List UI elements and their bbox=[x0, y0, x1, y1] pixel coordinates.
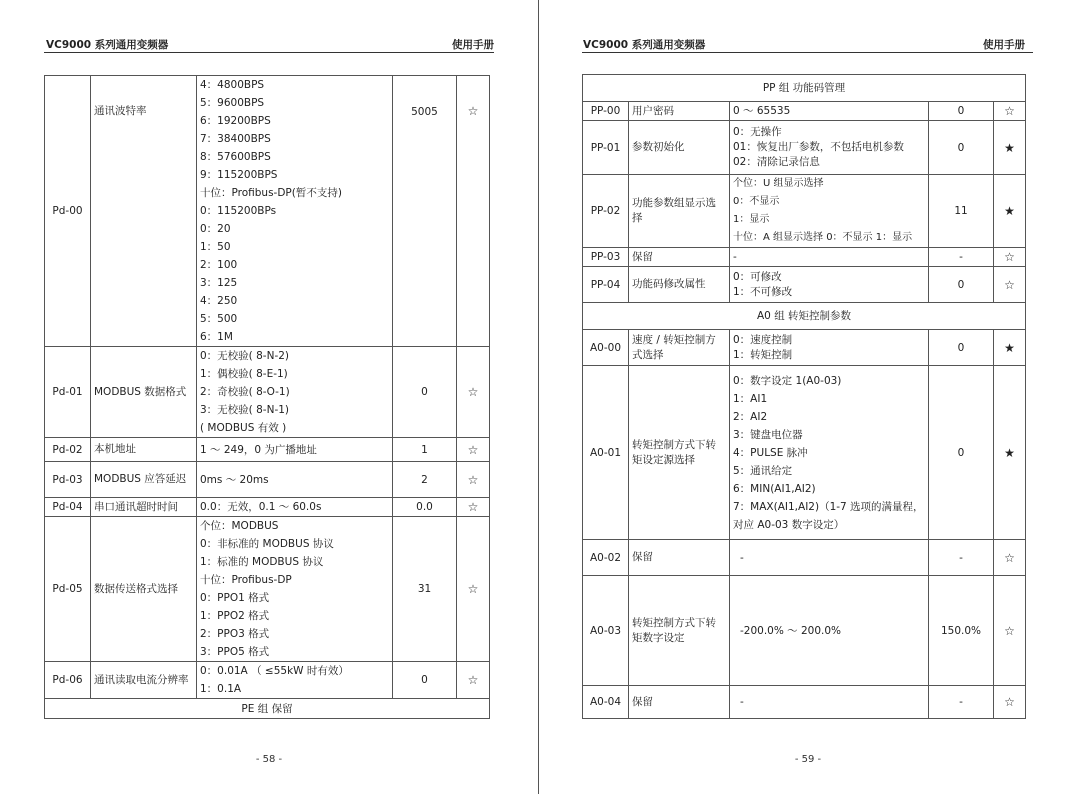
param-code: Pd-01 bbox=[45, 347, 91, 438]
param-description: 0：无校验( 8-N-2) 1：偶校验( 8-E-1) 2：奇校验( 8-O-1) 3：无校验( 8-N-1) ( MODBUS 有效 ) bbox=[197, 347, 393, 438]
param-default: 0 bbox=[929, 267, 994, 303]
param-default: 0 bbox=[393, 347, 457, 438]
table-row bbox=[45, 76, 490, 347]
parameter-table-pp-a0 bbox=[582, 74, 1026, 719]
param-attr-icon: ☆ bbox=[994, 248, 1026, 267]
table-row bbox=[583, 175, 1026, 248]
param-name: 转矩控制方式下转矩设定源选择 bbox=[629, 366, 730, 540]
param-attr-icon: ☆ bbox=[457, 347, 490, 438]
parameter-table-pd bbox=[44, 75, 490, 719]
group-caption: PE 组 保留 bbox=[45, 699, 490, 719]
param-default: - bbox=[929, 686, 994, 719]
param-code: PP-02 bbox=[583, 175, 629, 248]
table-row bbox=[45, 462, 490, 498]
param-name: 功能码修改属性 bbox=[629, 267, 730, 303]
table-row bbox=[583, 267, 1026, 303]
param-description: 0：速度控制 1：转矩控制 bbox=[730, 330, 929, 366]
param-description: - bbox=[730, 248, 929, 267]
param-default: - bbox=[929, 248, 994, 267]
param-name: 功能参数组显示选择 bbox=[629, 175, 730, 248]
param-description: 个位：MODBUS 0：非标准的 MODBUS 协议 1：标准的 MODBUS 协议 十位：Profibus-DP 0：PPO1 格式 1：PPO2 格式 2：PPO3 格式 3：PPO5 格式 bbox=[197, 517, 393, 662]
param-description: 0：无操作 01：恢复出厂参数，不包括电机参数 02：清除记录信息 bbox=[730, 121, 929, 175]
group-caption: A0 组 转矩控制参数 bbox=[583, 303, 1026, 330]
param-code: Pd-04 bbox=[45, 498, 91, 517]
param-attr-icon: ☆ bbox=[994, 576, 1026, 686]
param-code: A0-01 bbox=[583, 366, 629, 540]
param-code: Pd-03 bbox=[45, 462, 91, 498]
table-row bbox=[583, 330, 1026, 366]
param-name: 保留 bbox=[629, 248, 730, 267]
param-code: A0-00 bbox=[583, 330, 629, 366]
param-code: PP-04 bbox=[583, 267, 629, 303]
param-default: 0 bbox=[929, 102, 994, 121]
param-name: 通讯波特率 bbox=[91, 76, 197, 347]
table-row bbox=[45, 699, 490, 719]
param-attr-icon: ☆ bbox=[457, 76, 490, 347]
param-name: 转矩控制方式下转矩数字设定 bbox=[629, 576, 730, 686]
header-title: VC9000 系列通用变频器 bbox=[583, 39, 706, 51]
param-name: 保留 bbox=[629, 686, 730, 719]
param-default: 0 bbox=[393, 662, 457, 699]
table-row bbox=[583, 121, 1026, 175]
param-attr-icon: ☆ bbox=[994, 540, 1026, 576]
param-attr-icon: ☆ bbox=[994, 102, 1026, 121]
group-caption: PP 组 功能码管理 bbox=[583, 75, 1026, 102]
param-name: 本机地址 bbox=[91, 438, 197, 462]
param-description: 0.0：无效，0.1 ～ 60.0s bbox=[197, 498, 393, 517]
param-attr-icon: ☆ bbox=[994, 267, 1026, 303]
param-default: 0 bbox=[929, 330, 994, 366]
param-code: PP-01 bbox=[583, 121, 629, 175]
param-name: 保留 bbox=[629, 540, 730, 576]
page-58 bbox=[0, 0, 538, 794]
param-attr-icon: ☆ bbox=[457, 662, 490, 699]
param-code: PP-03 bbox=[583, 248, 629, 267]
table-row bbox=[583, 102, 1026, 121]
param-attr-icon: ☆ bbox=[457, 517, 490, 662]
param-description: - bbox=[730, 686, 929, 719]
param-description: 个位：U 组显示选择 0：不显示 1：显示 十位：A 组显示选择 0：不显示 1：显示 bbox=[730, 175, 929, 248]
param-description: 0：0.01A （ ≤55kW 时有效） 1：0.1A bbox=[197, 662, 393, 699]
param-description: -200.0% ～ 200.0% bbox=[730, 576, 929, 686]
table-row bbox=[583, 686, 1026, 719]
param-code: A0-03 bbox=[583, 576, 629, 686]
param-code: Pd-02 bbox=[45, 438, 91, 462]
param-name: 速度 / 转矩控制方式选择 bbox=[629, 330, 730, 366]
param-default: 0.0 bbox=[393, 498, 457, 517]
param-description: 1 ～ 249，0 为广播地址 bbox=[197, 438, 393, 462]
header-manual-label: 使用手册 bbox=[983, 39, 1025, 51]
param-default: 0 bbox=[929, 121, 994, 175]
header-rule bbox=[582, 52, 1033, 53]
param-code: A0-02 bbox=[583, 540, 629, 576]
param-description: - bbox=[730, 540, 929, 576]
header-rule bbox=[44, 52, 494, 53]
param-default: 11 bbox=[929, 175, 994, 248]
param-code: Pd-06 bbox=[45, 662, 91, 699]
param-default: 5005 bbox=[393, 76, 457, 347]
page-number: - 59 - bbox=[794, 754, 822, 765]
param-attr-icon: ☆ bbox=[994, 686, 1026, 719]
param-default: 0 bbox=[929, 366, 994, 540]
param-name: 参数初始化 bbox=[629, 121, 730, 175]
page-header bbox=[583, 37, 1025, 51]
param-name: 用户密码 bbox=[629, 102, 730, 121]
param-description: 0：可修改 1：不可修改 bbox=[730, 267, 929, 303]
param-default: - bbox=[929, 540, 994, 576]
table-row bbox=[45, 498, 490, 517]
param-name: 数据传送格式选择 bbox=[91, 517, 197, 662]
param-attr-icon: ☆ bbox=[457, 498, 490, 517]
param-attr-icon: ★ bbox=[994, 330, 1026, 366]
table-row bbox=[583, 540, 1026, 576]
page-59 bbox=[539, 0, 1077, 794]
header-manual-label: 使用手册 bbox=[452, 39, 494, 51]
param-description: 4：4800BPS 5：9600BPS 6：19200BPS 7：38400BPS 8：57600BPS 9：115200BPS 十位：Profibus-DP(暂不支持) 0：115200BPs 0：20 1：50 2：100 3：125 4：250 5：500 6：1M bbox=[197, 76, 393, 347]
param-attr-icon: ★ bbox=[994, 121, 1026, 175]
param-attr-icon: ☆ bbox=[457, 438, 490, 462]
table-row bbox=[45, 438, 490, 462]
param-default: 1 bbox=[393, 438, 457, 462]
param-default: 2 bbox=[393, 462, 457, 498]
param-name: 串口通讯超时时间 bbox=[91, 498, 197, 517]
group-caption-row bbox=[583, 303, 1026, 330]
table-row bbox=[45, 662, 490, 699]
param-attr-icon: ★ bbox=[994, 175, 1026, 248]
param-name: MODBUS 数据格式 bbox=[91, 347, 197, 438]
param-name: MODBUS 应答延迟 bbox=[91, 462, 197, 498]
param-code: Pd-05 bbox=[45, 517, 91, 662]
param-code: PP-00 bbox=[583, 102, 629, 121]
table-row bbox=[583, 366, 1026, 540]
page-header bbox=[46, 37, 494, 51]
table-row bbox=[45, 517, 490, 662]
param-description: 0：数字设定 1(A0-03) 1：AI1 2：AI2 3：键盘电位器 4：PULSE 脉冲 5：通讯给定 6：MIN(AI1,AI2) 7：MAX(AI1,AI2)（1-7 选项的满量程，对应 A0-03 数字设定） bbox=[730, 366, 929, 540]
page-number: - 58 - bbox=[255, 754, 283, 765]
param-code: A0-04 bbox=[583, 686, 629, 719]
param-name: 通讯读取电流分辨率 bbox=[91, 662, 197, 699]
param-default: 150.0% bbox=[929, 576, 994, 686]
table-row bbox=[583, 248, 1026, 267]
param-code: Pd-00 bbox=[45, 76, 91, 347]
table-row bbox=[45, 347, 490, 438]
param-attr-icon: ☆ bbox=[457, 462, 490, 498]
header-title: VC9000 系列通用变频器 bbox=[46, 39, 169, 51]
param-description: 0 ～ 65535 bbox=[730, 102, 929, 121]
table-row bbox=[583, 576, 1026, 686]
param-attr-icon: ★ bbox=[994, 366, 1026, 540]
group-caption-row bbox=[583, 75, 1026, 102]
param-default: 31 bbox=[393, 517, 457, 662]
param-description: 0ms ～ 20ms bbox=[197, 462, 393, 498]
